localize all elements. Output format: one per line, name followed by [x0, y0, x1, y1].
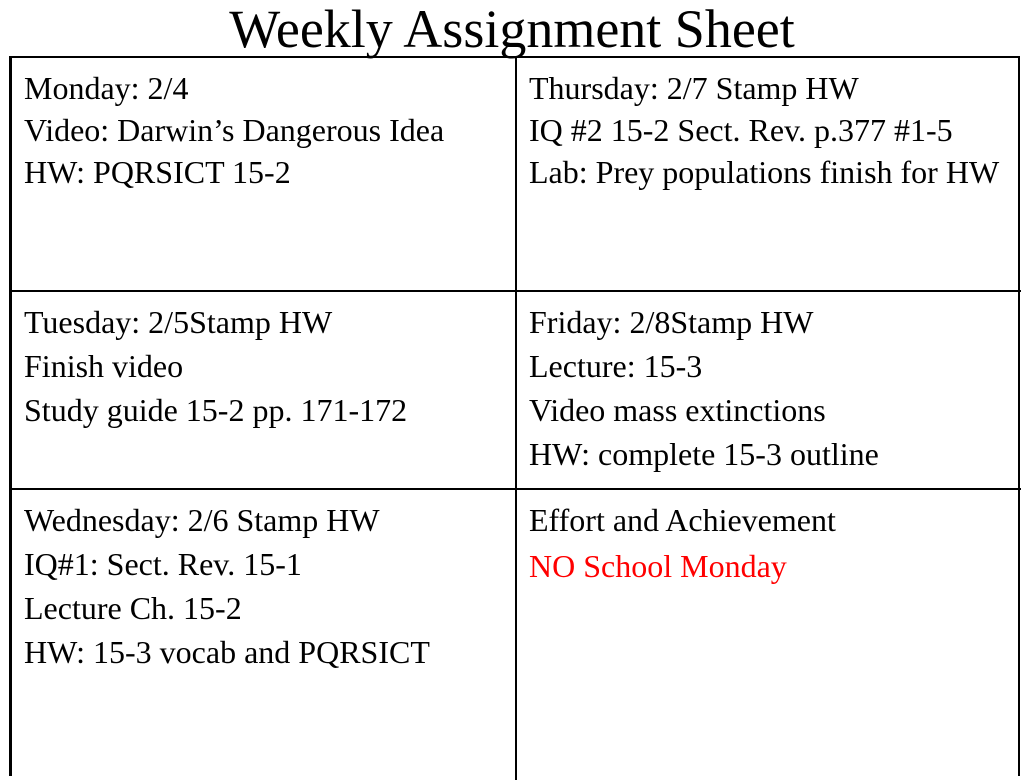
assignment-table	[9, 56, 1020, 776]
wednesday-homework: HW: 15-3 vocab and PQRSICT	[24, 634, 430, 670]
monday-cell	[12, 58, 517, 292]
thursday-date: Thursday: 2/7 Stamp HW	[529, 70, 859, 106]
thursday-lab: Lab: Prey populations finish for HW	[529, 154, 1000, 190]
thursday-cell	[517, 58, 1021, 292]
wednesday-cell	[12, 490, 517, 780]
tuesday-cell	[12, 292, 517, 490]
monday-homework: HW: PQRSICT 15-2	[24, 154, 291, 190]
tuesday-video: Finish video	[24, 348, 184, 384]
friday-cell	[517, 292, 1021, 490]
monday-video: Video: Darwin’s Dangerous Idea	[24, 112, 445, 148]
page-title: Weekly Assignment Sheet	[229, 0, 795, 59]
notes-cell	[517, 490, 1021, 780]
friday-lecture: Lecture: 15-3	[529, 348, 703, 384]
friday-date: Friday: 2/8Stamp HW	[529, 304, 814, 340]
friday-homework: HW: complete 15-3 outline	[529, 436, 879, 472]
wednesday-lecture: Lecture Ch. 15-2	[24, 590, 242, 626]
effort-achievement-heading: Effort and Achievement	[529, 502, 836, 538]
wednesday-review: IQ#1: Sect. Rev. 15-1	[24, 546, 302, 582]
tuesday-date: Tuesday: 2/5Stamp HW	[24, 304, 333, 340]
no-school-notice: NO School Monday	[529, 548, 787, 584]
friday-video: Video mass extinctions	[529, 392, 826, 428]
tuesday-study-guide: Study guide 15-2 pp. 171-172	[24, 392, 408, 428]
thursday-review: IQ #2 15-2 Sect. Rev. p.377 #1-5	[529, 112, 953, 148]
monday-date: Monday: 2/4	[24, 70, 189, 106]
wednesday-date: Wednesday: 2/6 Stamp HW	[24, 502, 380, 538]
